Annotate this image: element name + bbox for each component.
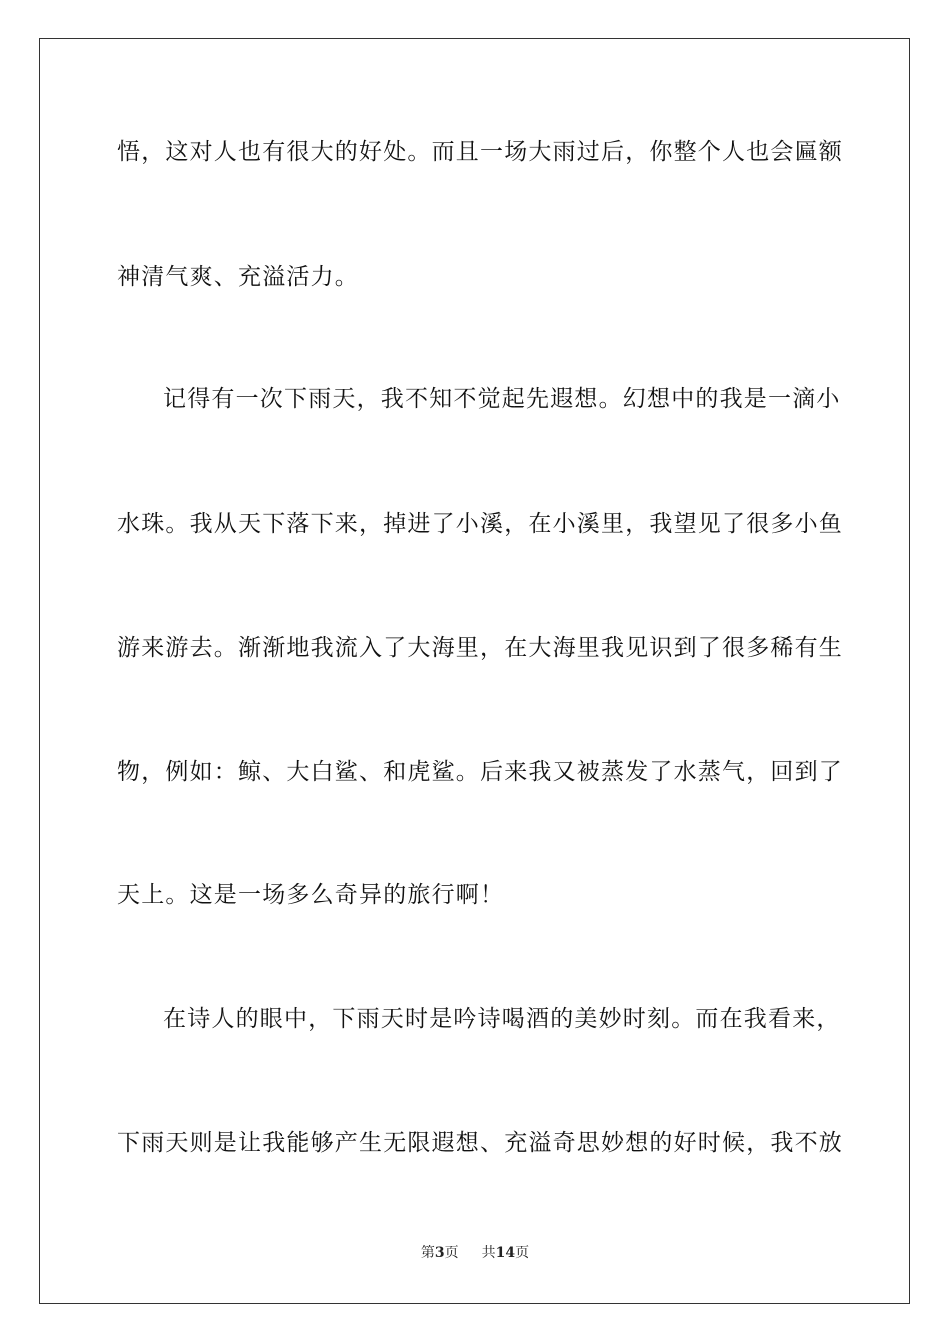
paragraph-line: 游来游去。渐渐地我流入了大海里，在大海里我见识到了很多稀有生 <box>117 635 843 661</box>
page-border <box>39 38 910 1304</box>
paragraph-first-line: 记得有一次下雨天，我不知不觉起先遐想。幻想中的我是一滴小 <box>163 386 841 412</box>
paragraph-line: 神清气爽、充溢活力。 <box>117 264 359 290</box>
page-footer <box>0 1244 950 1262</box>
paragraph-first-line: 在诗人的眼中，下雨天时是吟诗喝酒的美妙时刻。而在我看来， <box>163 1006 841 1032</box>
paragraph-line: 悟，这对人也有很大的好处。而且一场大雨过后，你整个人也会匾额 <box>117 139 843 165</box>
paragraph-line: 水珠。我从天下落下来，掉进了小溪，在小溪里，我望见了很多小鱼 <box>117 511 843 537</box>
current-page-number: 3 <box>434 1245 445 1261</box>
paragraph-line: 下雨天则是让我能够产生无限遐想、充溢奇思妙想的好时候，我不放 <box>117 1130 843 1156</box>
total-pages-indicator: 共14页 <box>481 1245 530 1261</box>
total-pages-number: 14 <box>495 1245 516 1261</box>
page-indicator: 第3页 <box>420 1245 459 1261</box>
paragraph-line: 物，例如：鲸、大白鲨、和虎鲨。后来我又被蒸发了水蒸气，回到了 <box>117 759 843 785</box>
paragraph-line: 天上。这是一场多么奇异的旅行啊！ <box>117 882 505 908</box>
